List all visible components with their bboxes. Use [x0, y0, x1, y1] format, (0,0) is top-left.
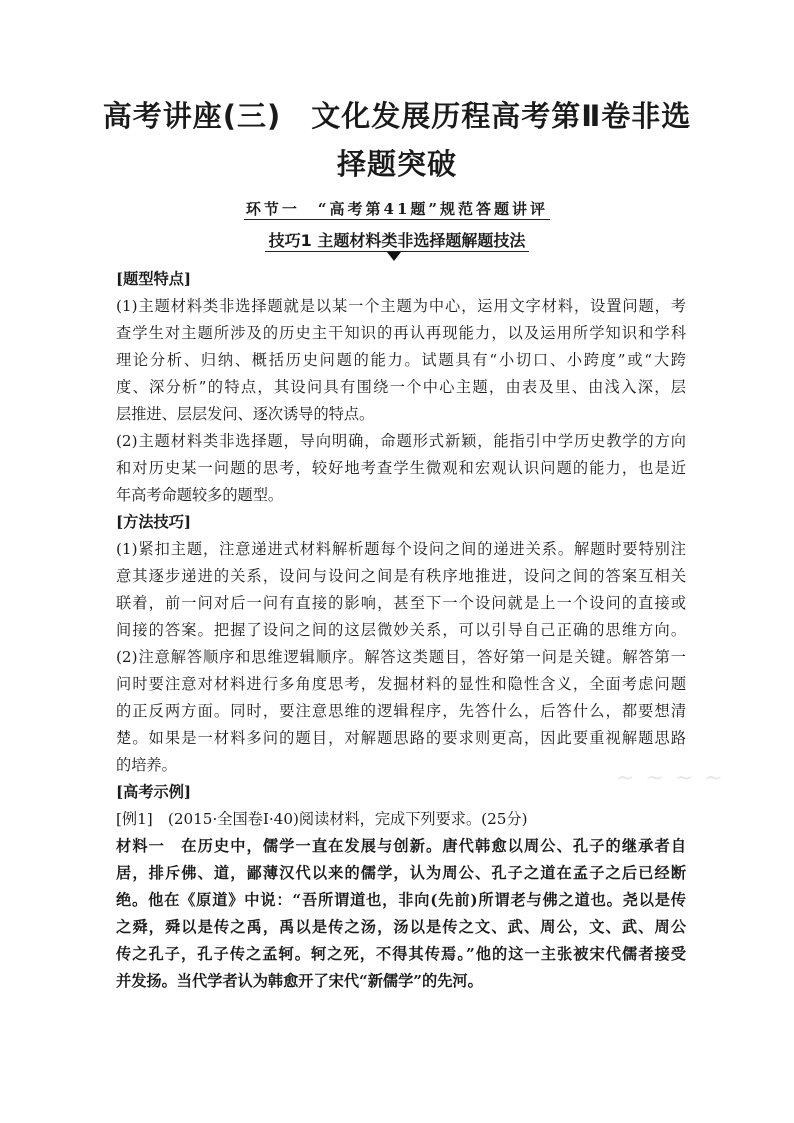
material-line-5: 传之孔子，孔子传之孟轲。轲之死，不得其传焉。”他的这一主张被宋代儒者接受: [116, 945, 686, 963]
technique-heading-text: 技巧1 主题材料类非选择题解题技法: [265, 231, 530, 252]
methods-line-5: (2)注意解答顺序和思维逻辑顺序。解答这类题目，答好第一问是关键。解答第一: [116, 648, 686, 666]
methods-line-3: 联着，前一问对后一问有直接的影响，甚至下一个设问就是上一个设问的直接或: [116, 594, 686, 612]
methods-line-4: 间接的答案。把握了设问之间的这层微妙关系，可以引导自己正确的思维方向。: [116, 621, 686, 639]
methods-line-9: 的培养。: [116, 756, 177, 774]
features-line-3: 理论分析、归纳、概括历史问题的能力。试题具有“小切口、小跨度”或“大跨: [116, 351, 686, 369]
features-line-5: 层推进、层层发问、逐次诱导的特点。: [116, 405, 375, 423]
material-line-2: 居，排斥佛、道，鄙薄汉代以来的儒学，认为周公、孔子之道在孟子之后已经断: [116, 864, 686, 882]
features-line-1: (1)主题材料类非选择题就是以某一个主题为中心，运用文字材料，设置问题，考: [116, 297, 686, 315]
triangle-marker-icon: [387, 252, 401, 261]
features-line-4: 度、深分析”的特点，其设问具有围绕一个中心主题，由表及里、由浅入深，层: [116, 378, 686, 396]
material-line-3: 绝。他在《原道》中说：“吾所谓道也，非向(先前)所谓老与佛之道也。尧以是传: [116, 891, 686, 909]
methods-line-1: (1)紧扣主题，注意递进式材料解析题每个设问之间的递进关系。解题时要特别注: [116, 540, 686, 558]
watermark-logo: ~ ~ ~ ~: [616, 766, 725, 791]
material-line-1: 材料一 在历史中，儒学一直在发展与创新。唐代韩愈以周公、孔子的继承者自: [116, 837, 686, 855]
tag-example: [高考示例]: [116, 783, 192, 801]
section-heading: [0, 199, 794, 219]
methods-line-2: 意其逐步递进的关系，设问与设问之间是有秩序地推进，设问之间的答案互相关: [116, 567, 686, 585]
features-line-2: 查学生对主题所涉及的历史主干知识的再认再现能力，以及运用所学知识和学科: [116, 324, 686, 342]
tag-methods: [方法技巧]: [116, 513, 192, 531]
page-title-continued: 择题突破: [336, 147, 457, 181]
material-line-6: 并发扬。当代学者认为韩愈开了宋代“新儒学”的先河。: [116, 972, 483, 990]
methods-line-7: 的正反两方面。同时，要注意思维的逻辑程序，先答什么，后答什么，都要想清: [116, 702, 686, 720]
tag-features: [题型特点]: [116, 270, 192, 288]
technique-heading: [0, 230, 794, 252]
page-title: 高考讲座(三) 文化发展历程高考第Ⅱ卷非选: [102, 99, 692, 133]
section-heading-text: 环节一 “高考第41题”规范答题讲评: [245, 200, 549, 218]
example-heading: [例1] (2015·全国卷Ⅰ·40)阅读材料，完成下列要求。(25分): [116, 810, 528, 828]
methods-line-8: 楚。如果是一材料多问的题目，对解题思路的要求则更高，因此要重视解题思路: [116, 729, 686, 747]
material-line-4: 之舜，舜以是传之禹，禹以是传之汤，汤以是传之文、武、周公，文、武、周公: [116, 918, 686, 936]
features-line-6: (2)主题材料类非选择题，导向明确，命题形式新颖，能指引中学历史教学的方向: [116, 432, 686, 450]
features-line-8: 年高考命题较多的题型。: [116, 486, 284, 504]
methods-line-6: 问时要注意对材料进行多角度思考，发掘材料的显性和隐性含义，全面考虑问题: [116, 675, 686, 693]
features-line-7: 和对历史某一问题的思考，较好地考查学生微观和宏观认识问题的能力，也是近: [116, 459, 686, 477]
